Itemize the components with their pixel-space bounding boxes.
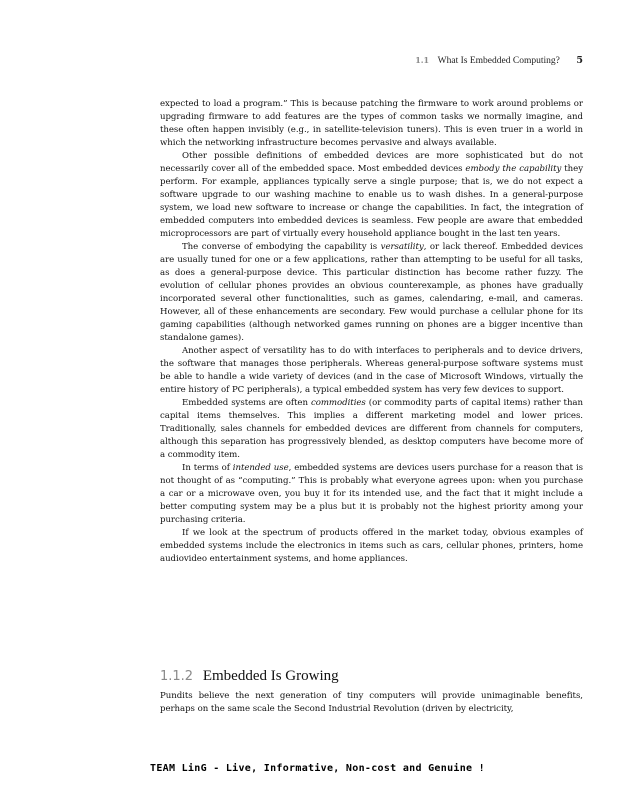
paragraph-text: In terms of bbox=[182, 463, 233, 473]
paragraph-text: , or lack thereof. Embedded devices are usually tuned for one or a few applications, rather than attempting to be useful for all tasks, as does a general-purpose device. This particular distinction has become rather fuzzy. The evolution of cellular phones provides an obvious counterexample, as phones have gradually incorporated several other functionalities, such as games, calendaring, e-mail, and cameras. However, all of these enhancements are secondary. Few would purchase a cellular phone for its gaming capabilities (although networked games running on phones are a bigger incentive than standalone games). bbox=[160, 242, 583, 343]
paragraph-text: , embedded systems are devices users purchase for a reason that is not thought of as “computing.” This is probably what everyone agrees upon: when you purchase a car or a microwave oven, you buy it for its intended use, and the fact that it might include a better computing system may be a plus but it is probably not the highest priority among your purchasing criteria. bbox=[160, 463, 584, 525]
paragraph bbox=[160, 462, 583, 527]
footer-watermark: TEAM LinG - Live, Informative, Non-cost and Genuine ! bbox=[150, 763, 485, 774]
emphasis-text: intended use bbox=[232, 463, 289, 473]
emphasis-text: embody the capability bbox=[465, 164, 562, 174]
emphasis-text: commodities bbox=[310, 398, 366, 408]
paragraph-text: Embedded systems are often bbox=[182, 398, 311, 408]
paragraph bbox=[160, 527, 583, 566]
paragraph bbox=[160, 98, 583, 150]
paragraph bbox=[160, 345, 583, 397]
paragraph-text: (or commodity parts of capital items) rather than capital items themselves. This implies a different marketing model and lower prices. Traditionally, sales channels for embedded devices are different from channels for computers, although this separation has progressively blended, as desktop computers have become more of a commodity item. bbox=[160, 398, 583, 460]
paragraph-text: expected to load a program.” This is because patching the firmware to work around problems or upgrading firmware to add features are the types of common tasks we normally imagine, and these often happen invisibly (e.g., in satellite-television tuners). This is even truer in a world in which the networking infrastructure becomes pervasive and always available. bbox=[160, 99, 583, 148]
subsection-heading bbox=[160, 667, 583, 686]
paragraph bbox=[160, 241, 583, 345]
paragraph bbox=[160, 397, 583, 462]
subsection-body bbox=[160, 690, 583, 716]
section-title: What Is Embedded Computing? bbox=[437, 56, 560, 66]
running-head bbox=[160, 54, 583, 67]
paragraph bbox=[160, 150, 583, 241]
subsection-title: Embedded Is Growing bbox=[202, 668, 339, 684]
section-number: 1.1 bbox=[415, 55, 430, 65]
paragraph-text: The converse of embodying the capability is bbox=[182, 242, 381, 252]
body-text bbox=[160, 98, 583, 566]
paragraph-text: Other possible definitions of embedded devices are more sophisticated but do not necessarily cover all of the embedded space. Most embedded devices bbox=[160, 151, 583, 174]
paragraph-text: If we look at the spectrum of products offered in the market today, obvious examples of embedded systems include the electronics in items such as cars, cellular phones, printers, home audiovideo entertainment systems, and home appliances. bbox=[160, 528, 583, 564]
paragraph-text: Another aspect of versatility has to do with interfaces to peripherals and to device drivers, the software that manages those peripherals. Whereas general-purpose software systems must be able to handle a wide variety of devices (and in the case of Microsoft Windows, virtually the entire history of PC peripherals), a typical embedded system has very few devices to support. bbox=[160, 346, 583, 395]
emphasis-text: versatility bbox=[380, 242, 424, 252]
paragraph: Pundits believe the next generation of tiny computers will provide unimaginable benefits, perhaps on the same scale the Second Industrial Revolution (driven by electricity, bbox=[160, 691, 583, 714]
paragraph-text: they perform. For example, appliances typically serve a single purpose; that is, we do not expect a software upgrade to our washing machine to enable us to wash dishes. In a general-purpose system, we load new software to increase or change the capabilities. In fact, the integration of embedded computers into embedded devices is seamless. Few people are aware that embedded microprocessors are part of virtually every household appliance bought in the last ten years. bbox=[160, 164, 583, 239]
subsection-number: 1.1.2 bbox=[160, 669, 194, 684]
page-number: 5 bbox=[576, 55, 583, 66]
